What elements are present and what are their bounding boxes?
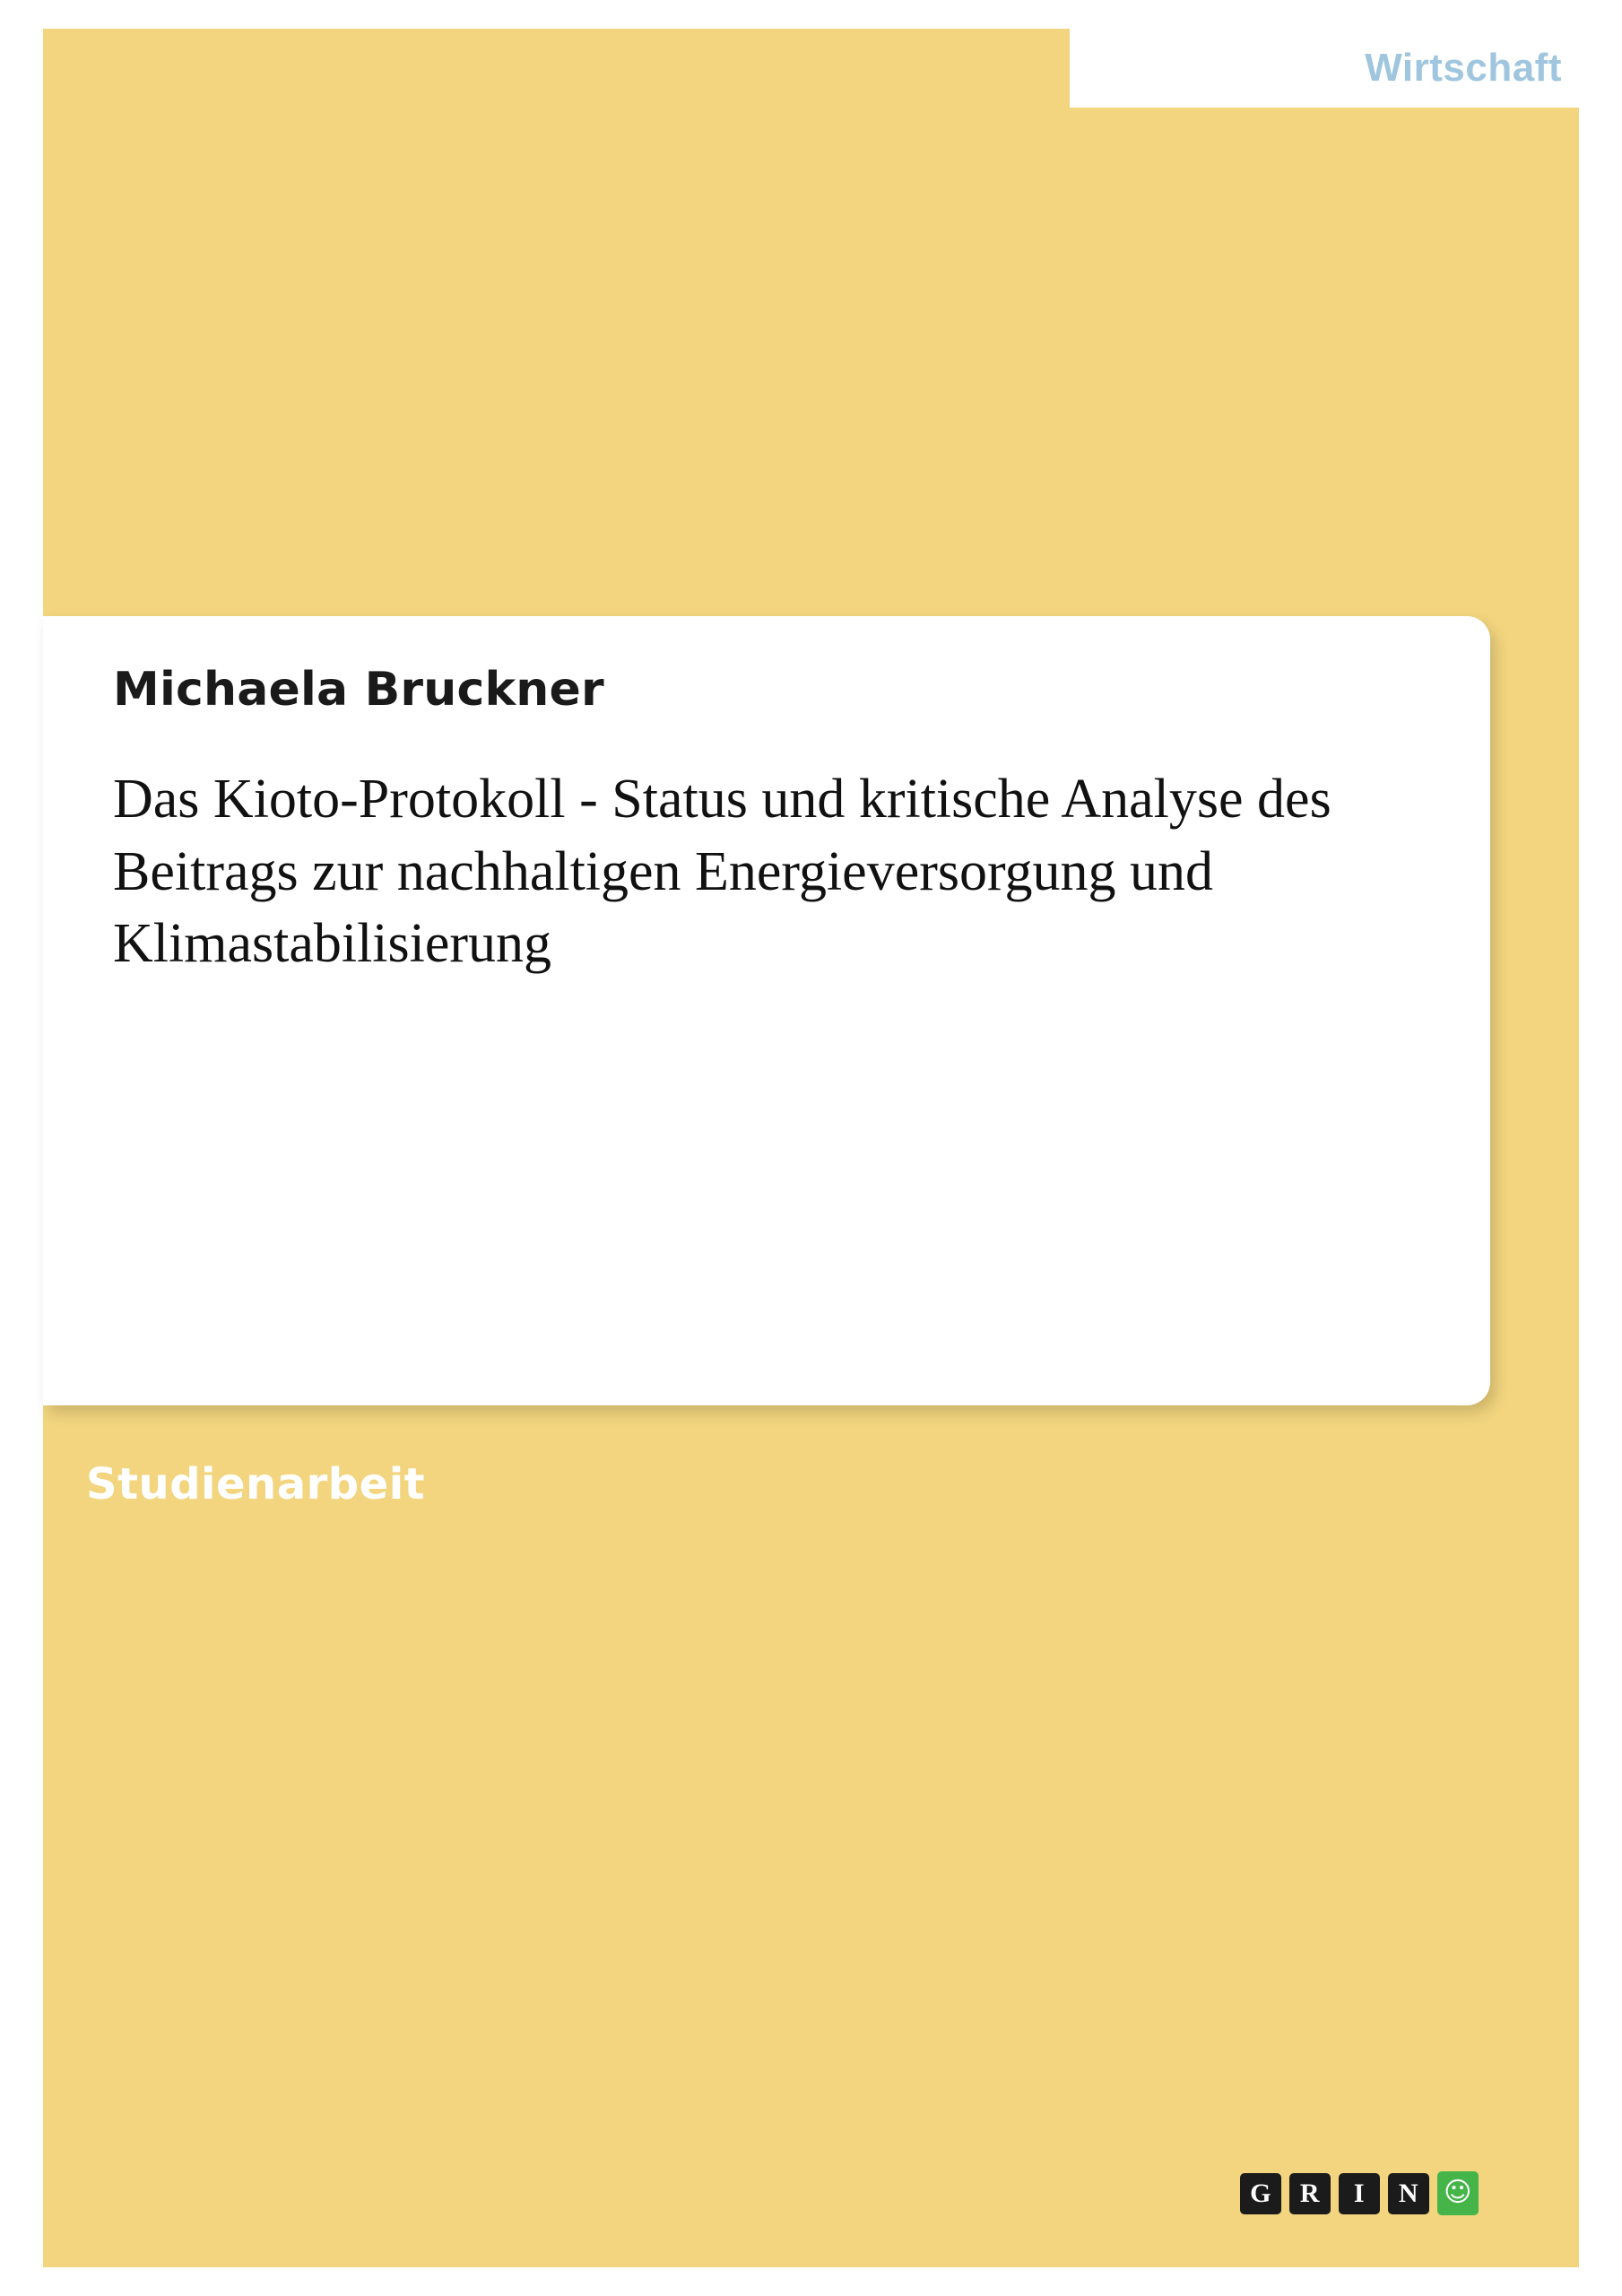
category-strip bbox=[1070, 29, 1579, 108]
logo-letter-r: R bbox=[1289, 2173, 1331, 2214]
logo-letter-i: I bbox=[1339, 2173, 1380, 2214]
smiley-icon: ☺ bbox=[1437, 2171, 1479, 2215]
logo-letter-g: G bbox=[1240, 2173, 1281, 2214]
logo-letter-n: N bbox=[1388, 2173, 1429, 2214]
grin-publisher-logo bbox=[1240, 2171, 1479, 2215]
document-type-label: Studienarbeit bbox=[86, 1459, 426, 1509]
title-card bbox=[43, 616, 1490, 1405]
cover-background-panel bbox=[43, 29, 1579, 2267]
document-title: Das Kioto-Protokoll - Status und kritische Analyse des Beitrags zur nachhaltigen Energieversorgung und Klimastabilisierung bbox=[113, 769, 1331, 975]
category-label: Wirtschaft bbox=[1365, 46, 1562, 90]
author-name: Michaela Bruckner bbox=[113, 663, 604, 717]
